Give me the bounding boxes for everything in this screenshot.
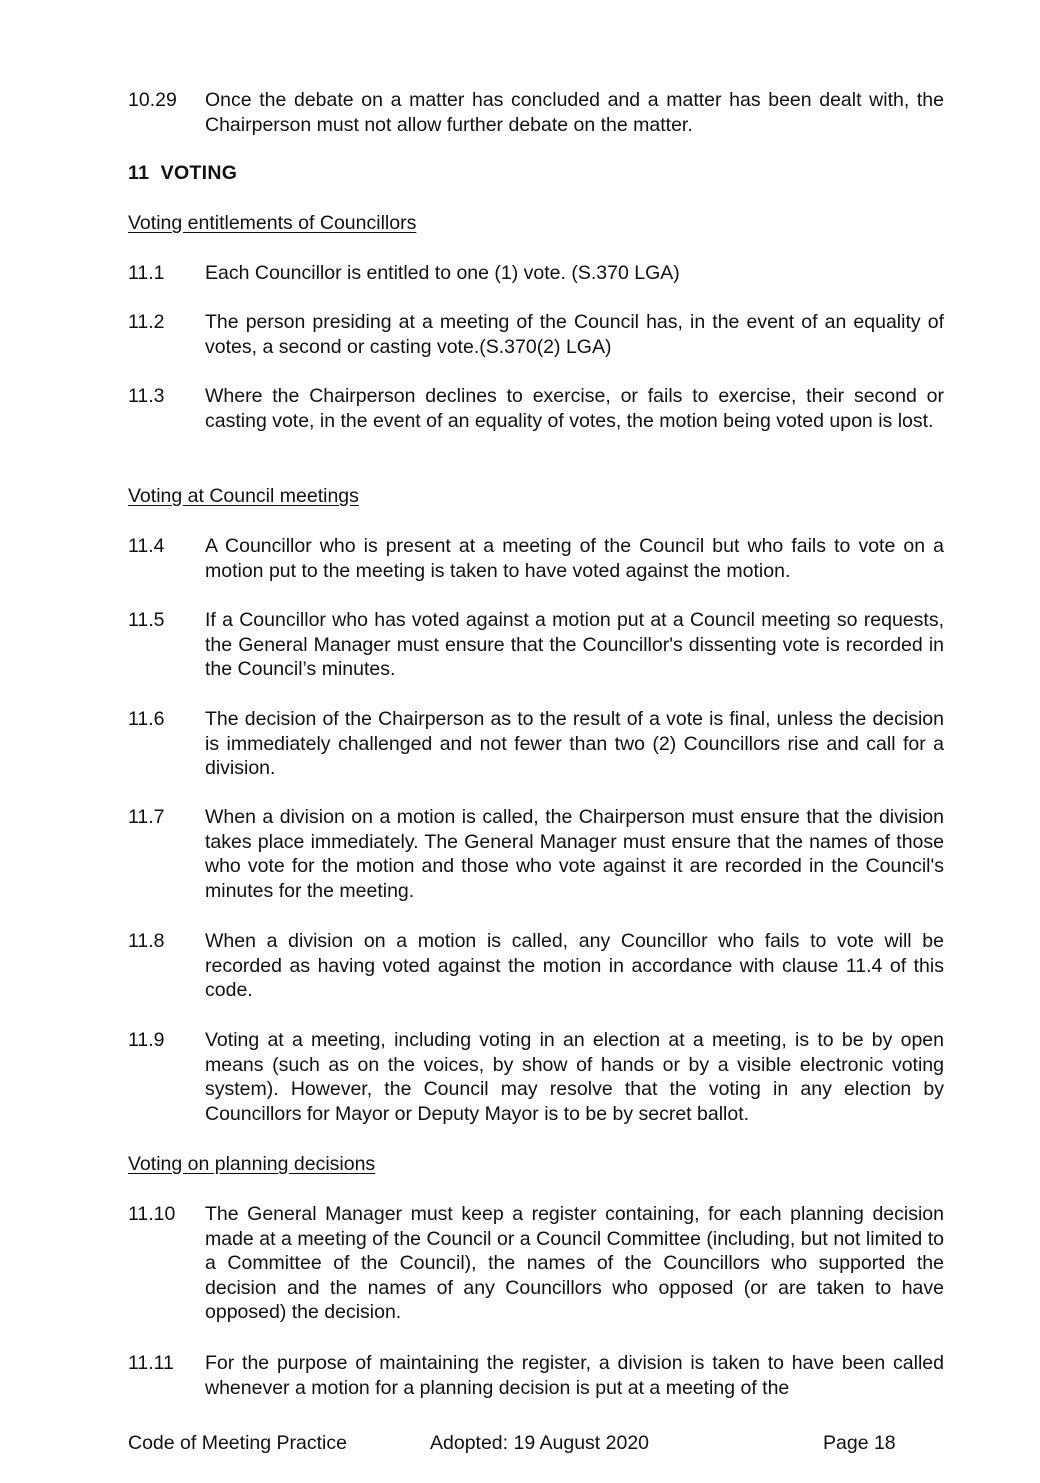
clause-text: When a division on a motion is called, the Chairperson must ensure that the division takes place immediately. The General Manager must ensure that the names of those who vote for the motion and those who vote against it are recorded in the Council's minutes for the meeting.: [205, 806, 944, 902]
clause-number: 11.4: [128, 535, 165, 557]
clause-number: 11.2: [128, 311, 165, 333]
clause-number: 11.3: [128, 385, 165, 407]
clause-number: 11.10: [128, 1203, 176, 1225]
clause-text: A Councillor who is present at a meeting of the Council but who fails to vote on a motion put to the meeting is taken to have voted against the motion.: [205, 535, 944, 582]
clause-number: 11.11: [128, 1352, 174, 1374]
footer-page-number: Page 18: [823, 1432, 896, 1454]
clause-number: 11.5: [128, 609, 165, 631]
clause-number: 11.8: [128, 930, 165, 952]
clause-text: For the purpose of maintaining the register, a division is taken to have been called whenever a motion for a planning decision is put at a meeting of the: [205, 1352, 944, 1399]
clause-number: 11.9: [128, 1029, 165, 1051]
clause-text: The decision of the Chairperson as to the result of a vote is final, unless the decision is immediately challenged and not fewer than two (2) Councillors rise and call for a division.: [205, 708, 944, 780]
clause-text: Where the Chairperson declines to exercise, or fails to exercise, their second or casting vote, in the event of an equality of votes, the motion being voted upon is lost.: [205, 385, 944, 432]
clause-text: When a division on a motion is called, any Councillor who fails to vote will be recorded as having voted against the motion in accordance with clause 11.4 of this code.: [205, 930, 944, 1002]
clause-number: 11.7: [128, 806, 165, 828]
section-heading: [128, 161, 237, 186]
clause-text: The General Manager must keep a register containing, for each planning decision made at a meeting of the Council or a Council Committee (including, but not limited to a Committee of the Council), the names of the Councillors who supported the decision and the names of any Councillors who opposed (or are taken to have opposed) the decision.: [205, 1203, 944, 1324]
clause-text: Each Councillor is entitled to one (1) vote. (S.370 LGA): [205, 262, 680, 284]
subheading-planning: Voting on planning decisions: [128, 1153, 376, 1175]
clause-number: 11.1: [128, 262, 165, 284]
clause-number: 10.29: [128, 89, 177, 111]
subheading-meetings: Voting at Council meetings: [128, 485, 359, 507]
footer-doc-title: Code of Meeting Practice: [128, 1432, 347, 1454]
footer-adopted-date: Adopted: 19 August 2020: [430, 1432, 650, 1454]
clause-text: The person presiding at a meeting of the Council has, in the event of an equality of votes, a second or casting vote.(S.370(2) LGA): [205, 311, 944, 358]
clause-text: Once the debate on a matter has concluded and a matter has been dealt with, the Chairperson must not allow further debate on the matter.: [205, 89, 944, 136]
subheading-entitlements: Voting entitlements of Councillors: [128, 212, 417, 234]
section-title: VOTING: [160, 162, 238, 184]
clause-number: 11.6: [128, 708, 165, 730]
clause-text: If a Councillor who has voted against a motion put at a Council meeting so requests, the General Manager must ensure that the Councillor's dissenting vote is recorded in the Council’s minutes.: [205, 609, 944, 681]
clause-text: Voting at a meeting, including voting in an election at a meeting, is to be by open means (such as on the voices, by show of hands or by a visible electronic voting system). However, the Council may resolve that the voting in any election by Councillors for Mayor or Deputy Mayor is to be by secret ballot.: [205, 1029, 944, 1125]
section-number: 11: [128, 162, 150, 184]
